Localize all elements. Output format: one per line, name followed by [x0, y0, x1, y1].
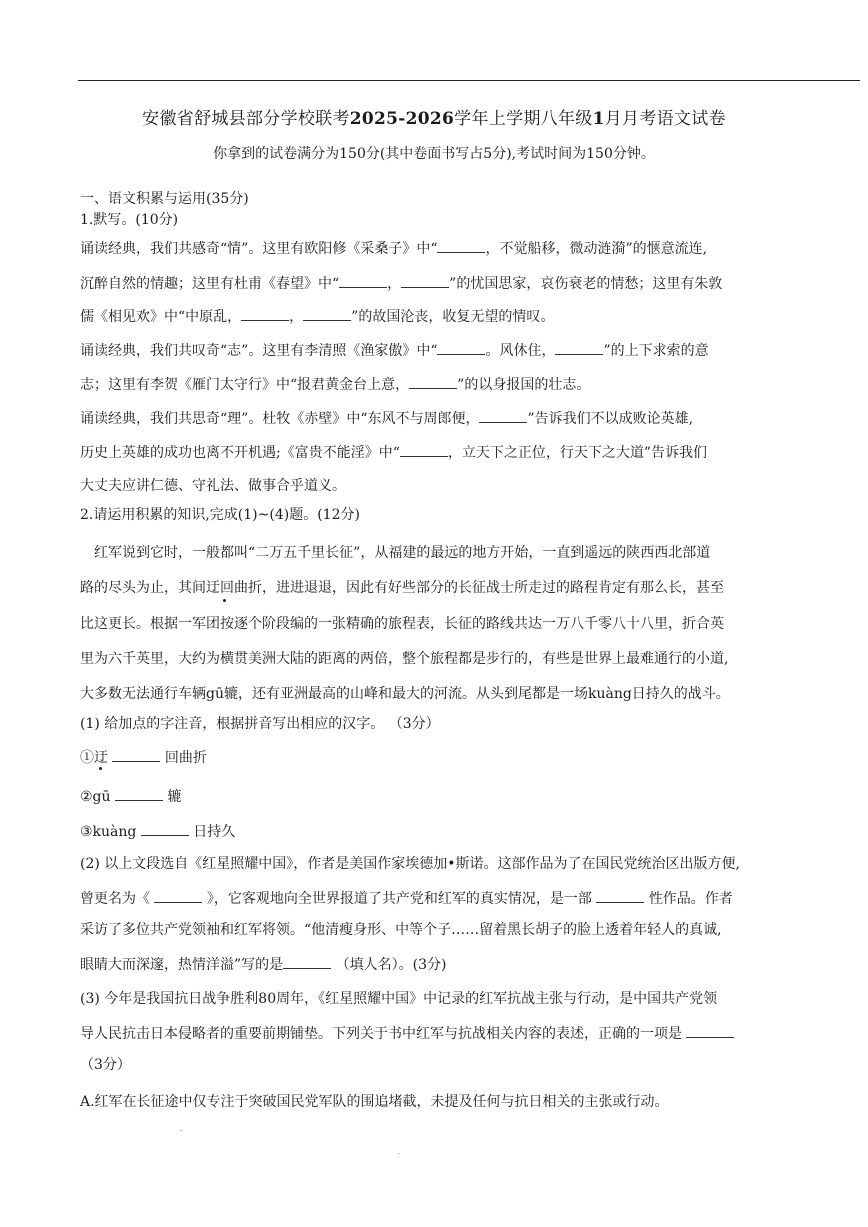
title-prefix: 安徽省舒城县部分学校联考: [142, 109, 350, 129]
answer-blank[interactable]: [154, 888, 202, 903]
q1-line-4: 诵读经典，我们共叹奇“志”。这里有李清照《渔家傲》中“ 。风休住， ”的上下求索的意: [80, 340, 709, 360]
q1-line-5: 志；这里有李贺《雁门太守行》中“报君黄金台上意， ”的以身报国的壮志。: [80, 374, 590, 394]
answer-blank[interactable]: [241, 306, 289, 321]
title-year: 2025-2026: [349, 109, 455, 129]
answer-blank[interactable]: [437, 238, 485, 253]
q1-line-8: 大丈夫应讲仁德、守礼法、做事合乎道义。: [80, 478, 346, 494]
answer-blank[interactable]: [400, 442, 448, 457]
emphasis-dot: [99, 767, 102, 770]
option-a[interactable]: A.红军在长征途中仅专注于突破国民党军队的围追堵截，未提及任何与抗日相关的主张或行动。: [80, 1094, 669, 1110]
q1-line-2: 沉醉自然的情趣；这里有杜甫《春望》中“ ， ”的忧国思家，哀伤衰老的情愁；这里有朱敦: [80, 273, 722, 293]
answer-blank[interactable]: [409, 374, 457, 389]
q1-line-1: 诵读经典，我们共感奇“情”。这里有欧阳修《采桑子》中“ ，不觉船移，微动涟漪”的惬意流连,: [80, 238, 707, 258]
title-suffix: 月月考语文试卷: [604, 109, 726, 129]
passage-line-4: 里为六千英里，大约为横贯美洲大陆的距离的两倍，整个旅程都是步行的，有些是世界上最难通行的小道,: [80, 651, 729, 667]
section-heading: 一、语文积累与运用(35分): [80, 191, 249, 207]
passage-line-3: 比这更长。根据一军团按逐个阶段编的一张精确的旅程表，长征的路线共达一万八千零八十八里，折合英: [80, 616, 724, 632]
answer-blank[interactable]: [115, 786, 163, 801]
top-rule: [78, 80, 860, 81]
emphasis-dot: [223, 599, 226, 602]
title-mid: 学年上学期八年级: [454, 109, 593, 129]
sub1-item-3: ③kuàng 日持久: [80, 821, 235, 841]
scan-speck: [398, 1153, 400, 1154]
answer-blank[interactable]: [303, 306, 351, 321]
answer-blank[interactable]: [686, 1023, 734, 1038]
sub2-line-2: 曾更名为《 》，它客观地向全世界报道了共产党和红军的真实情况，是一部 性作品。作者: [80, 888, 733, 908]
question-2-heading: 2.请运用积累的知识,完成(1)~(4)题。(12分): [80, 507, 360, 523]
sub-question-1-heading: (1) 给加点的字注音，根据拼音写出相应的汉字。 （3分）: [80, 716, 440, 732]
exam-title: [0, 104, 868, 129]
exam-subtitle: 你拿到的试卷满分为150分(其中卷面书写占5分),考试时间为150分钟。: [213, 146, 655, 162]
sub1-item-1: ①迂 回曲折: [80, 747, 207, 767]
sub3-line-3: （3分）: [80, 1057, 131, 1073]
sub2-line-1: (2) 以上文段选自《红星照耀中国》，作者是美国作家埃德加•斯诺。这部作品为了在国民党统治区出版方便,: [80, 856, 740, 872]
question-1-heading: 1.默写。(10分): [80, 212, 179, 228]
answer-blank[interactable]: [283, 954, 331, 969]
answer-blank[interactable]: [339, 273, 387, 288]
sub3-line-1: (3) 今年是我国抗日战争胜利80周年，《红星照耀中国》中记录的红军抗战主张与行动，是中国共产党领: [80, 991, 718, 1007]
answer-blank[interactable]: [555, 340, 603, 355]
passage-line-1: 红军说到它时，一般都叫“二万五千里长征”，从福建的最远的地方开始，一直到遥远的陕西西北部道: [94, 545, 711, 561]
answer-blank[interactable]: [401, 273, 449, 288]
q1-line-7: 历史上英雄的成功也离不开机遇;《富贵不能淫》中“ ，立天下之正位，行天下之大道”告诉我们: [80, 442, 707, 462]
passage-line-5: 大多数无法通行车辆gū辘，还有亚洲最高的山峰和最大的河流。从头到尾都是一场kuàng日持久的战斗。: [80, 686, 730, 702]
scan-speck: [180, 1130, 182, 1131]
answer-blank[interactable]: [596, 888, 644, 903]
q1-line-6: 诵读经典，我们共思奇“理”。杜牧《赤壁》中“东风不与周郎便， ”告诉我们不以成败论英雄,: [80, 408, 693, 428]
sub1-item-2: ②gū 辘: [80, 786, 181, 806]
passage-line-2: 路的尽头为止，其间迂回曲折，进进退退，因此有好些部分的长征战士所走过的路程肯定有那么长，甚至: [80, 580, 724, 596]
answer-blank[interactable]: [437, 340, 485, 355]
answer-blank[interactable]: [141, 821, 189, 836]
title-month: 1: [592, 109, 605, 129]
q1-line-3: 儒《相见欢》中“中原乱， ， ”的故国沦丧，收复无望的情叹。: [80, 306, 554, 326]
answer-blank[interactable]: [479, 408, 527, 423]
answer-blank[interactable]: [112, 747, 160, 762]
sub2-line-3: 采访了多位共产党领袖和红军将领。“他清瘦身形、中等个子……留着黑长胡子的脸上透着年轻人的真诚,: [80, 922, 722, 938]
sub3-line-2: 导人民抗击日本侵略者的重要前期铺垫。下列关于书中红军与抗战相关内容的表述，正确的一项是: [80, 1023, 734, 1043]
sub2-line-4: 眼睛大而深邃，热情洋溢”写的是 （填人名）。(3分): [80, 954, 446, 974]
